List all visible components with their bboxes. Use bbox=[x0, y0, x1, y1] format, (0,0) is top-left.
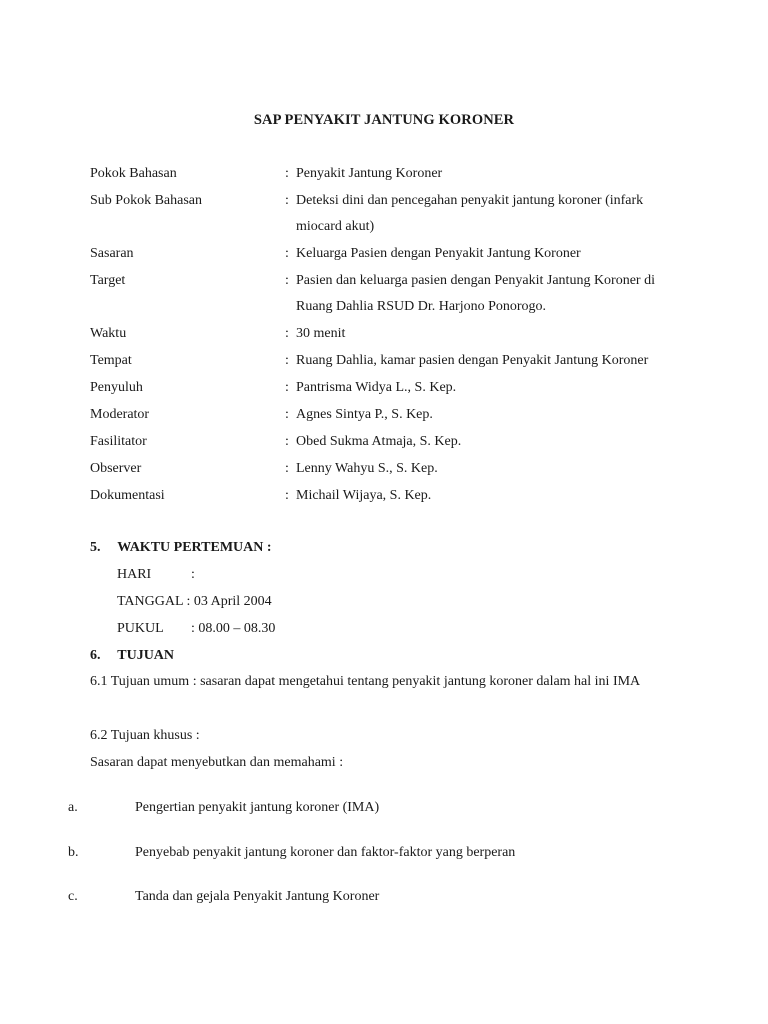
info-colon: : bbox=[285, 461, 289, 476]
document-title: SAP PENYAKIT JANTUNG KORONER bbox=[253, 112, 515, 128]
info-value: Michail Wijaya, S. Kep. bbox=[296, 488, 432, 503]
info-label: Sub Pokok Bahasan bbox=[90, 193, 202, 208]
info-colon: : bbox=[285, 434, 289, 449]
schedule-hari bbox=[117, 567, 195, 583]
info-label: Pokok Bahasan bbox=[90, 166, 177, 181]
section-number: 6. bbox=[90, 648, 101, 663]
info-value: 30 menit bbox=[296, 326, 346, 341]
info-label: Observer bbox=[90, 461, 142, 476]
list-text: Pengertian penyakit jantung koroner (IMA) bbox=[135, 800, 380, 815]
info-colon: : bbox=[285, 273, 289, 288]
info-label: Waktu bbox=[90, 326, 127, 341]
info-row bbox=[90, 193, 690, 246]
info-label: Moderator bbox=[90, 407, 150, 422]
info-value: Ruang Dahlia, kamar pasien dengan Penyakit Jantung Koroner bbox=[296, 353, 649, 368]
info-colon: : bbox=[285, 407, 289, 422]
info-value: Obed Sukma Atmaja, S. Kep. bbox=[296, 434, 462, 449]
section-number: 5. bbox=[90, 540, 101, 555]
list-letter: c. bbox=[68, 889, 78, 904]
info-value: Pasien dan keluarga pasien dengan Penyakit Jantung Koroner di Ruang Dahlia RSUD Dr. Harjono Ponorogo. bbox=[296, 273, 655, 314]
info-value: Pantrisma Widya L., S. Kep. bbox=[296, 380, 457, 395]
info-row bbox=[90, 488, 690, 515]
info-label: Target bbox=[90, 273, 126, 288]
section-title: WAKTU PERTEMUAN : bbox=[117, 540, 272, 555]
info-label: Tempat bbox=[90, 353, 132, 368]
info-value: Lenny Wahyu S., S. Kep. bbox=[296, 461, 438, 476]
info-label: Fasilitator bbox=[90, 434, 147, 449]
list-text: Tanda dan gejala Penyakit Jantung Koroner bbox=[135, 889, 380, 904]
section-title: TUJUAN bbox=[117, 648, 175, 663]
tujuan-khusus: 6.2 Tujuan khusus : bbox=[90, 728, 200, 743]
info-value: Penyakit Jantung Koroner bbox=[296, 166, 443, 181]
info-colon: : bbox=[285, 353, 289, 368]
list-letter: a. bbox=[68, 800, 78, 815]
tujuan-umum: 6.1 Tujuan umum : sasaran dapat mengetahui tentang penyakit jantung koroner dalam hal ini IMA bbox=[90, 674, 641, 689]
info-label: Penyuluh bbox=[90, 380, 143, 395]
info-colon: : bbox=[285, 488, 289, 503]
hari-separator: : bbox=[191, 567, 195, 582]
info-value: Keluarga Pasien dengan Penyakit Jantung Koroner bbox=[296, 246, 581, 261]
info-colon: : bbox=[285, 193, 289, 208]
info-row bbox=[90, 273, 690, 326]
info-table bbox=[90, 166, 690, 515]
info-label: Sasaran bbox=[90, 246, 134, 261]
section-5-heading bbox=[90, 540, 272, 556]
info-label: Dokumentasi bbox=[90, 488, 165, 503]
pukul-label: PUKUL bbox=[117, 621, 164, 636]
info-value: Agnes Sintya P., S. Kep. bbox=[296, 407, 433, 422]
hari-label: HARI bbox=[117, 567, 152, 582]
info-colon: : bbox=[285, 246, 289, 261]
info-colon: : bbox=[285, 326, 289, 341]
tujuan-intro: Sasaran dapat menyebutkan dan memahami : bbox=[90, 755, 344, 770]
schedule-pukul bbox=[117, 621, 275, 637]
info-colon: : bbox=[285, 380, 289, 395]
pukul-value: : 08.00 – 08.30 bbox=[191, 621, 276, 636]
schedule-tanggal: TANGGAL : 03 April 2004 bbox=[117, 594, 272, 609]
section-6-heading bbox=[90, 648, 174, 664]
list-letter: b. bbox=[68, 845, 79, 860]
info-value: Deteksi dini dan pencegahan penyakit jantung koroner (infark miocard akut) bbox=[296, 193, 644, 234]
list-text: Penyebab penyakit jantung koroner dan faktor-faktor yang berperan bbox=[135, 845, 516, 860]
info-colon: : bbox=[285, 166, 289, 181]
